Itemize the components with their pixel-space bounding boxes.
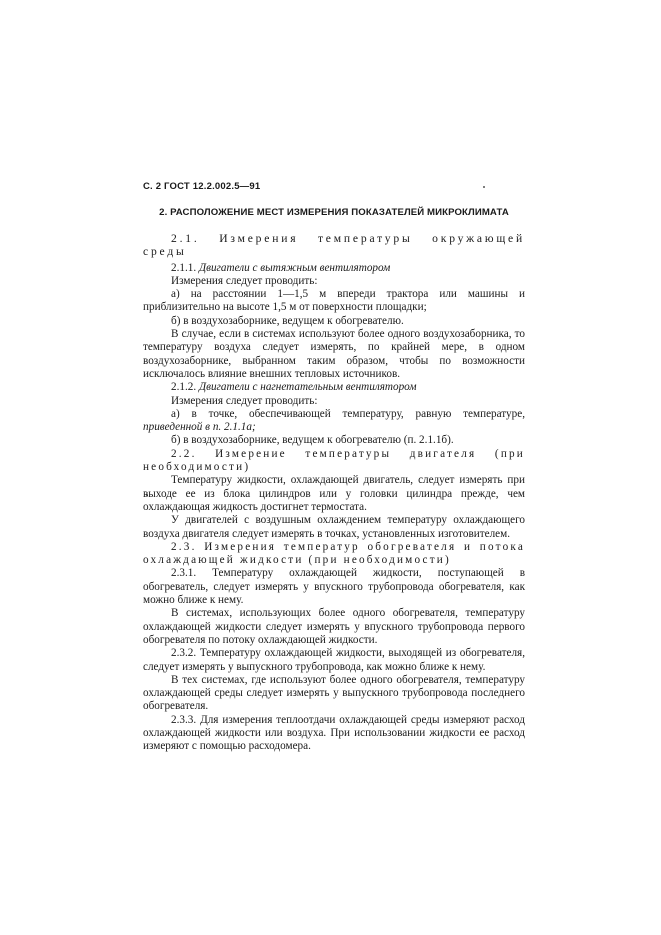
clause-number: 2.1.1. xyxy=(171,261,197,274)
clause-2-1-2-item-b: б) в воздухозаборнике, ведущем к обогревателю (п. 2.1.1б). xyxy=(171,434,454,447)
clause-2-1-2-intro: Измерения следует проводить: xyxy=(171,394,318,407)
clause-2-2-para-2: У двигателей с воздушным охлаждением температуру охлаждающего воздуха двигателя следует измерять в точках, установленных изготовителем. xyxy=(143,514,525,540)
clause-2-3-1: 2.3.1. Температуру охлаждающей жидкости, поступающей в обогреватель, следует измерять у впускного трубопровода обогревателя, как можно ближе к нему. xyxy=(143,567,525,607)
clause-2-1-1-item-a: а) на расстоянии 1—1,5 м впереди трактора или машины и приблизительно на высоте 1,5 м от поверхности площадки; xyxy=(143,288,525,314)
clause-2-1-heading: 2.1. Измерения температуры окружающей среды xyxy=(143,231,525,258)
clause-title: Двигатели с вытяжным вентилятором xyxy=(198,261,391,274)
clause-2-1-1-note: В случае, если в системах используют более одного воздухозаборника, то температуру воздуха следует измерять, по крайней мере, в одном воздухозаборнике, выбранном таким образом, чтобы по возможности исключалось влияние внешних тепловых источников. xyxy=(143,328,525,380)
clause-2-1-2-item-a xyxy=(143,408,525,435)
document-page xyxy=(143,180,525,754)
clause-2-3-1-note: В системах, использующих более одного обогревателя, температуру охлаждающей жидкости следует измерять у впускного трубопровода первого обогревателя по потоку охлаждающей жидкости. xyxy=(143,607,525,646)
clause-2-1-1-item-b: б) в воздухозаборнике, ведущем к обогревателю. xyxy=(171,314,404,327)
clause-2-3-3: 2.3.3. Для измерения теплоотдачи охлаждающей среды измеряют расход охлаждающей жидкости или воздуха. При использовании жидкости ее расход измеряют с помощью расходомера. xyxy=(143,713,525,753)
clause-2-3-2: 2.3.2. Температуру охлаждающей жидкости, выходящей из обогревателя, следует измерять у выпускного трубопровода, как можно ближе к нему. xyxy=(143,647,525,673)
clause-number: 2.1.2. xyxy=(171,381,197,394)
clause-2-2-heading: 2.2. Измерение температуры двигателя (при необходимости) xyxy=(143,447,525,474)
clause-2-3-heading: 2.3. Измерения температур обогревателя и потока охлаждающей жидкости (при необходимости) xyxy=(143,540,525,567)
clause-title: Двигатели с нагнетательным вентилятором xyxy=(198,381,417,394)
section-title: 2. РАСПОЛОЖЕНИЕ МЕСТ ИЗМЕРЕНИЯ ПОКАЗАТЕЛЕЙ МИКРОКЛИМАТА xyxy=(159,207,509,219)
item-text: а) в точке, обеспечивающей температуру, равную температуре, xyxy=(171,407,525,420)
clause-2-1-1-heading xyxy=(143,262,525,275)
item-reference: приведенной в п. 2.1.1а; xyxy=(143,421,256,434)
clause-2-1-2-heading xyxy=(143,381,525,394)
clause-2-3-2-note: В тех системах, где используют более одного обогревателя, температуру охлаждающей среды следует измерять у выпускного трубопровода последнего обогревателя. xyxy=(143,673,525,713)
clause-2-2-para-1: Температуру жидкости, охлаждающей двигатель, следует измерять при выходе ее из блока цилиндров или у головки цилиндра прежде, чем охлаждающая жидкость достигнет термостата. xyxy=(143,474,525,513)
page-header: С. 2 ГОСТ 12.2.002.5—91 xyxy=(143,181,261,192)
clause-2-1-1-intro: Измерения следует проводить: xyxy=(171,274,318,287)
